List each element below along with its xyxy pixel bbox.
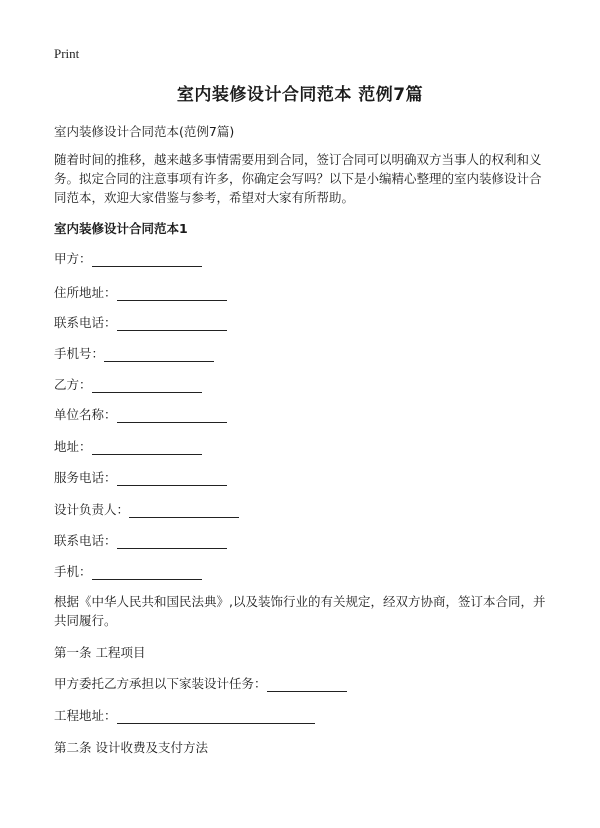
fill-in-blank xyxy=(117,709,315,724)
field-design-task xyxy=(54,674,347,692)
field-label: 工程地址： xyxy=(54,708,117,723)
fill-in-blank xyxy=(267,677,347,692)
field-label: 单位名称： xyxy=(54,407,117,422)
basis-paragraph: 根据《中华人民共和国民法典》,以及装饰行业的有关规定，经双方协商，签订本合同，并共同履行。 xyxy=(54,594,546,628)
field-label: 设计负责人： xyxy=(54,502,130,517)
fill-in-blank xyxy=(117,286,227,301)
field-service-phone xyxy=(54,468,227,486)
field-label: 服务电话： xyxy=(54,470,117,485)
field-label: 住所地址： xyxy=(54,285,117,300)
fill-in-blank xyxy=(92,252,202,267)
field-label: 联系电话： xyxy=(54,315,117,330)
field-mobile-2 xyxy=(54,562,202,580)
field-location xyxy=(54,437,202,455)
field-label: 手机： xyxy=(54,564,92,579)
field-company-name xyxy=(54,405,227,423)
fill-in-blank xyxy=(104,347,214,362)
field-designer xyxy=(54,500,239,518)
field-contact-phone xyxy=(54,313,227,331)
field-label: 地址： xyxy=(54,439,92,454)
fill-in-blank xyxy=(117,534,227,549)
fill-in-blank xyxy=(117,471,227,486)
section-heading: 室内装修设计合同范本1 xyxy=(54,221,188,236)
field-mobile xyxy=(54,344,214,362)
fill-in-blank xyxy=(117,316,227,331)
fill-in-blank xyxy=(92,378,202,393)
intro-paragraph: 随着时间的推移，越来越多事情需要用到合同，签订合同可以明确双方当事人的权利和义务。拟定合同的注意事项有许多，你确定会写吗？以下是小编精心整理的室内装修设计合同范本，欢迎大家借鉴与参考，希望对大家有所帮助。 xyxy=(54,152,542,205)
field-address xyxy=(54,283,227,301)
field-label: 手机号： xyxy=(54,346,105,361)
document-subtitle: 室内装修设计合同范本(范例7篇) xyxy=(54,124,235,139)
field-label: 甲方委托乙方承担以下家装设计任务： xyxy=(54,676,267,691)
fill-in-blank xyxy=(129,503,239,518)
article-heading: 第一条 工程项目 xyxy=(54,645,146,660)
field-site-address xyxy=(54,706,315,724)
fill-in-blank xyxy=(92,565,202,580)
field-label: 甲方： xyxy=(54,251,92,266)
field-party-b xyxy=(54,375,202,393)
field-party-a xyxy=(54,249,202,267)
field-label: 联系电话： xyxy=(54,533,117,548)
field-contact-phone-2 xyxy=(54,531,227,549)
field-label: 乙方： xyxy=(54,377,92,392)
page-title: 室内装修设计合同范本 范例7篇 xyxy=(176,85,424,105)
print-button[interactable]: Print xyxy=(54,46,80,61)
fill-in-blank xyxy=(117,408,227,423)
fill-in-blank xyxy=(92,440,202,455)
article-heading: 第二条 设计收费及支付方法 xyxy=(54,740,208,755)
